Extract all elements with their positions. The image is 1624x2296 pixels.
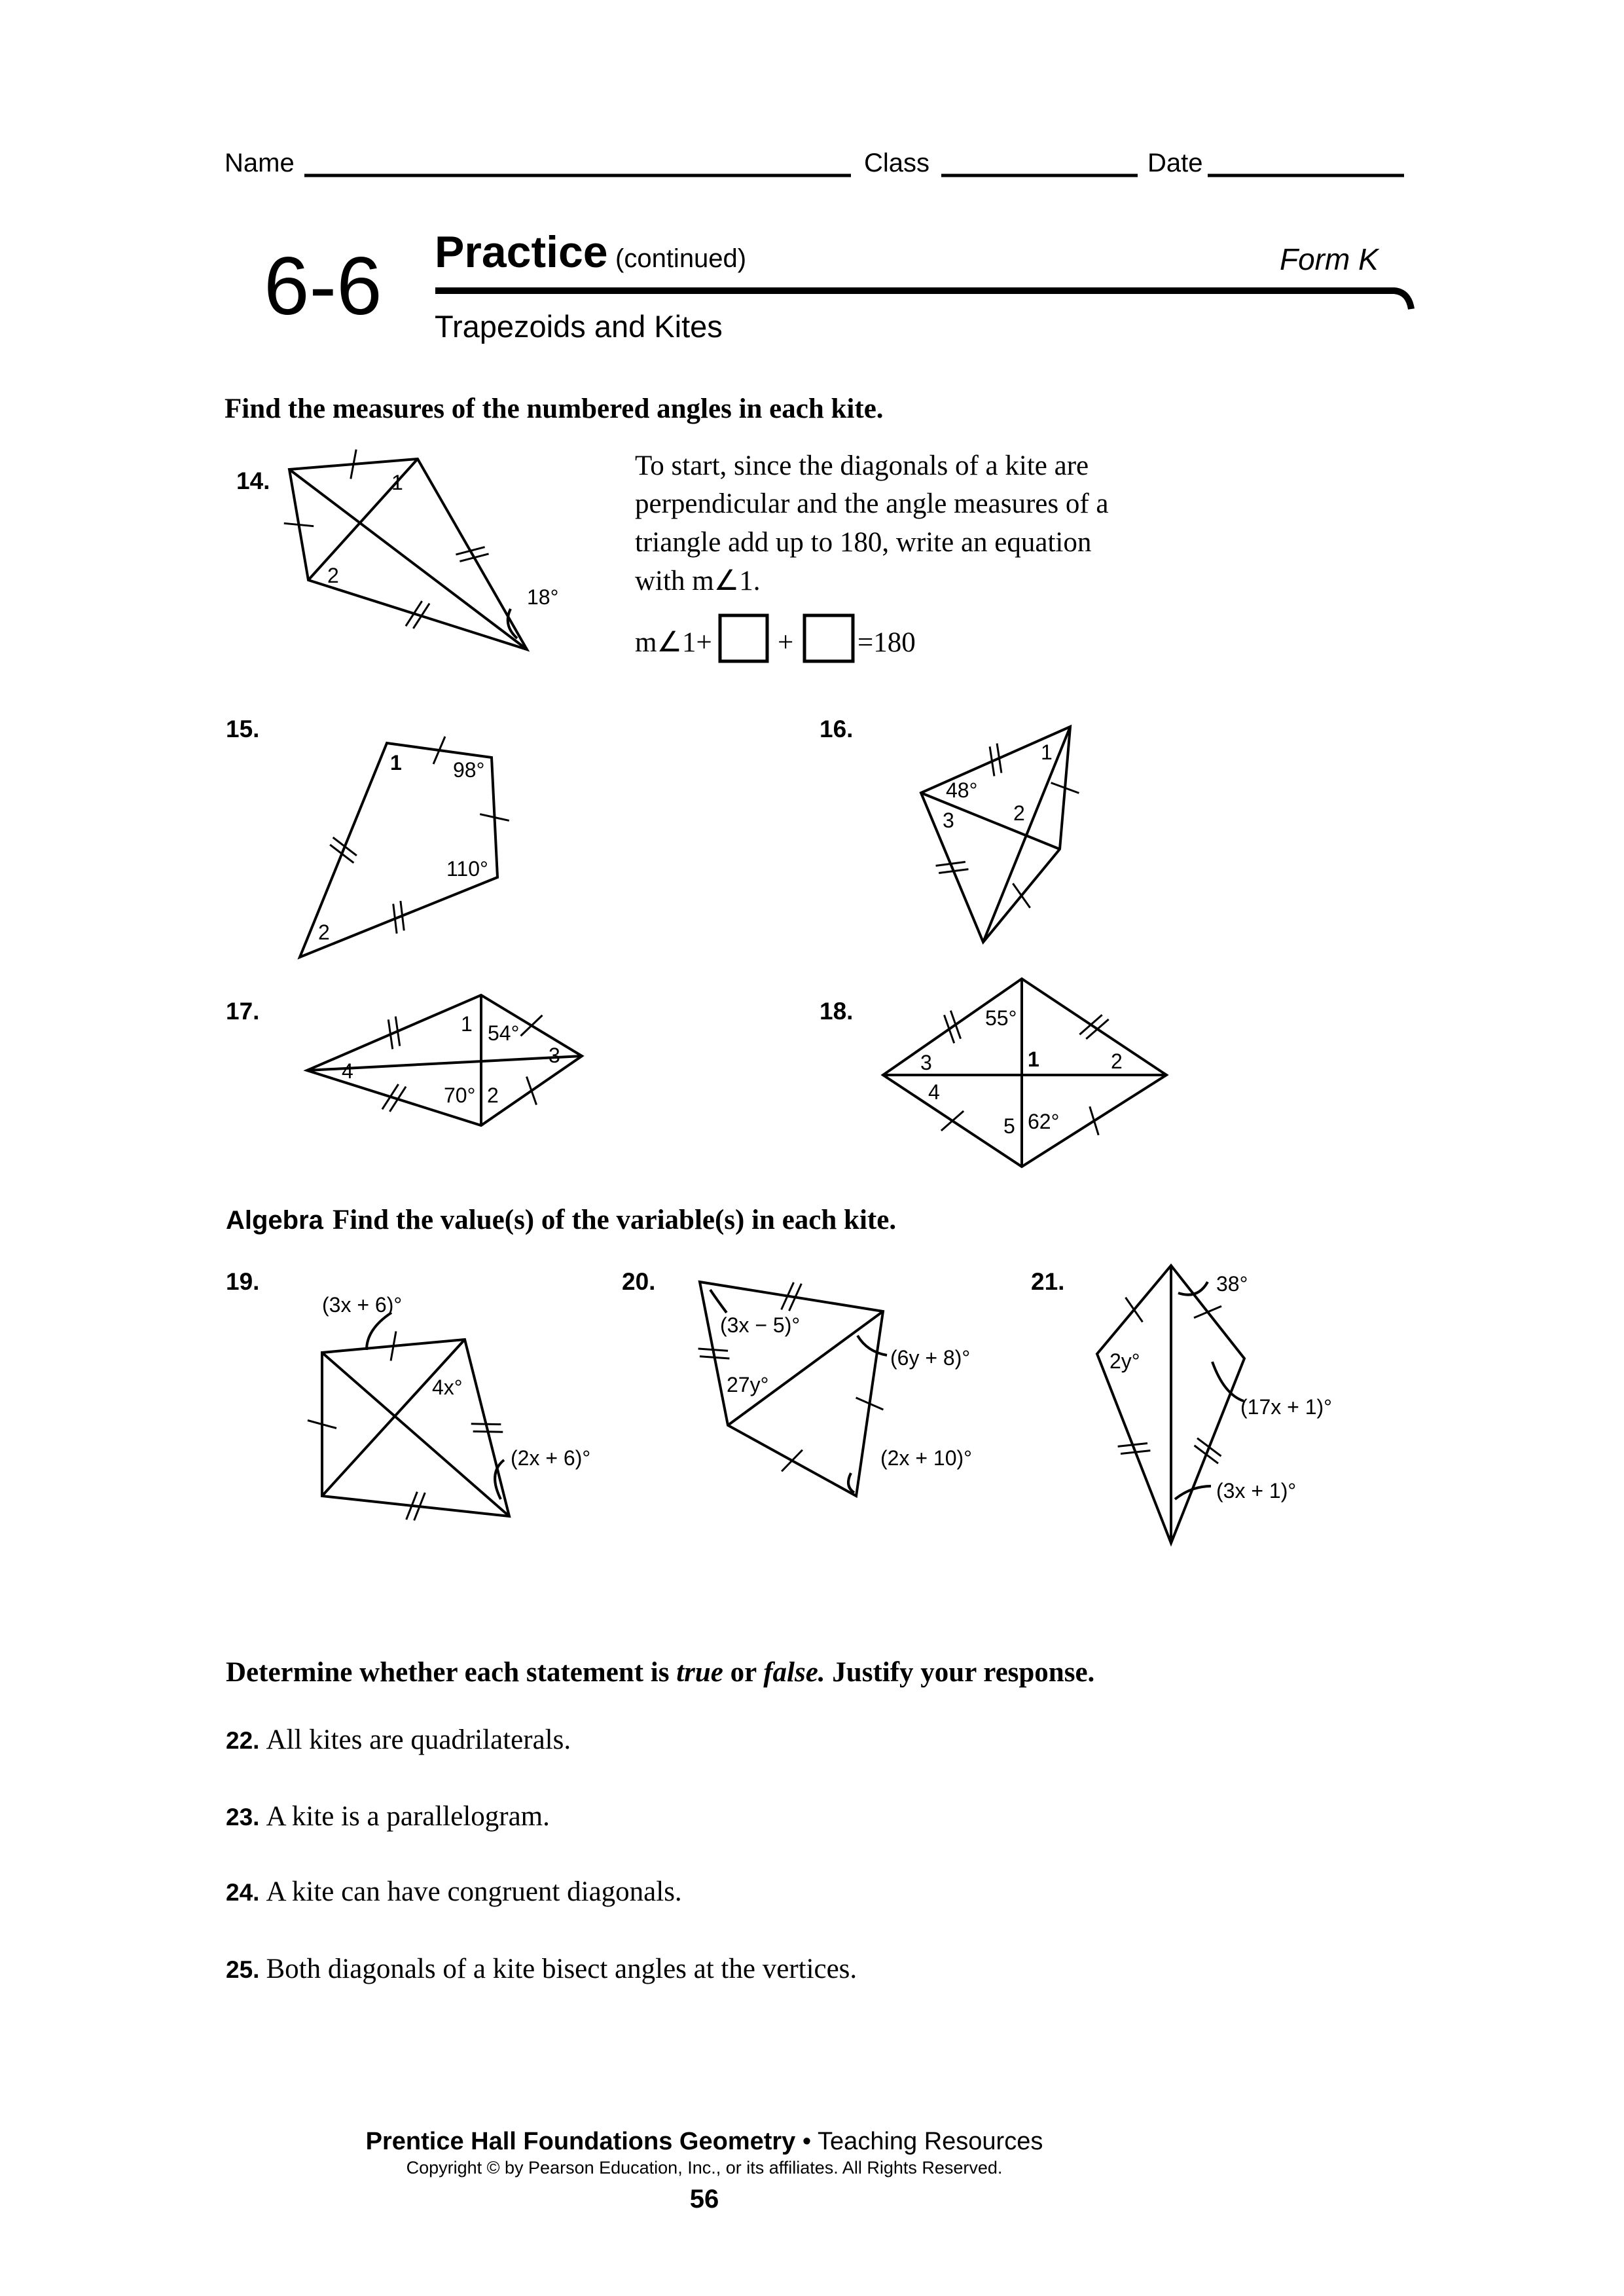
hint-line: perpendicular and the angle measures of a xyxy=(635,488,1109,519)
list-item xyxy=(226,1801,550,1832)
angle-label: 5 xyxy=(1003,1114,1015,1138)
algebra-label: Algebra xyxy=(226,1206,323,1235)
problem-number: 17. xyxy=(226,998,260,1025)
angle-label: 3 xyxy=(549,1044,560,1067)
list-item xyxy=(226,1724,571,1755)
instruction-false: false. xyxy=(763,1657,825,1688)
section1-instruction: Find the measures of the numbered angles in each kite. xyxy=(225,393,884,424)
problem-number: 14. xyxy=(236,467,270,494)
item-number: 24. xyxy=(226,1879,260,1906)
angle-label: 98° xyxy=(453,758,485,782)
hint-line: To start, since the diagonals of a kite are xyxy=(635,450,1089,481)
instruction-text: Determine whether each statement is xyxy=(226,1657,670,1688)
problem-number: 20. xyxy=(622,1268,656,1295)
angle-label: 110° xyxy=(446,857,488,881)
problem-number: 15. xyxy=(226,716,260,742)
book-title: Prentice Hall Foundations Geometry xyxy=(365,2128,796,2155)
footer-book xyxy=(366,2128,1043,2155)
angle-label: (3x + 1)° xyxy=(1216,1479,1297,1503)
list-item xyxy=(226,1954,857,1984)
page-subtitle: Trapezoids and Kites xyxy=(435,309,723,344)
angle-label: 1 xyxy=(390,751,402,774)
name-label: Name xyxy=(225,149,295,177)
item-text: All kites are quadrilaterals. xyxy=(266,1724,571,1755)
angle-label: 4x° xyxy=(432,1376,463,1399)
angle-label: 48° xyxy=(946,778,978,802)
angle-label: 2y° xyxy=(1110,1349,1140,1373)
section2-instruction-text: Find the value(s) of the variable(s) in each kite. xyxy=(332,1205,897,1235)
copyright: Copyright © by Pearson Education, Inc., or its affiliates. All Rights Reserved. xyxy=(406,2158,1003,2178)
angle-label: 2 xyxy=(1013,801,1025,825)
page-number: 56 xyxy=(689,2185,719,2214)
angle-label: 2 xyxy=(327,564,339,587)
tick-mark xyxy=(471,1424,501,1425)
problem-number: 18. xyxy=(820,998,854,1025)
item-number: 25. xyxy=(226,1956,260,1983)
answer-box-2[interactable] xyxy=(804,615,853,661)
angle-label: 1 xyxy=(391,471,403,494)
angle-label: 1 xyxy=(461,1012,473,1036)
angle-label: 4 xyxy=(342,1059,353,1083)
instruction-text: Justify your response. xyxy=(832,1657,1095,1688)
angle-label: 3 xyxy=(943,809,954,832)
angle-label: 18° xyxy=(527,585,559,609)
hint-line: with m∠1. xyxy=(635,566,761,596)
date-label: Date xyxy=(1147,149,1203,177)
angle-label: 2 xyxy=(487,1084,499,1107)
item-number: 23. xyxy=(226,1804,260,1831)
instruction-or: or xyxy=(730,1657,757,1688)
angle-label: (3x − 5)° xyxy=(720,1313,801,1337)
angle-label: 4 xyxy=(928,1080,940,1104)
angle-label: 1 xyxy=(1041,740,1053,764)
angle-label: (6y + 8)° xyxy=(890,1346,971,1370)
lesson-number: 6-6 xyxy=(264,241,382,332)
problem-number: 21. xyxy=(1031,1268,1065,1295)
angle-label: 38° xyxy=(1216,1272,1248,1296)
class-label: Class xyxy=(864,149,930,177)
angle-label: 55° xyxy=(985,1006,1017,1030)
title-note: (continued) xyxy=(615,244,747,273)
angle-label: (2x + 10)° xyxy=(880,1446,972,1470)
angle-label: 2 xyxy=(1111,1049,1123,1073)
angle-label: 70° xyxy=(444,1084,476,1107)
answer-box-1[interactable] xyxy=(720,615,767,661)
section3-instruction xyxy=(226,1657,1094,1688)
resource-name: Teaching Resources xyxy=(818,2128,1043,2155)
problem-number: 16. xyxy=(820,716,854,742)
bullet: • xyxy=(795,2128,818,2155)
equation-plus: + xyxy=(778,627,794,658)
angle-label: 27y° xyxy=(727,1373,769,1396)
form-label: Form K xyxy=(1280,242,1379,276)
item-text: A kite is a parallelogram. xyxy=(266,1801,550,1832)
angle-label: 1 xyxy=(1028,1048,1039,1071)
hint-line: triangle add up to 180, write an equation xyxy=(635,527,1092,558)
angle-label: (3x + 6)° xyxy=(322,1293,403,1317)
item-number: 22. xyxy=(226,1727,260,1754)
angle-label: (17x + 1)° xyxy=(1240,1395,1332,1419)
item-text: Both diagonals of a kite bisect angles at the vertices. xyxy=(266,1954,857,1984)
list-item xyxy=(226,1876,682,1907)
angle-label: (2x + 6)° xyxy=(511,1446,591,1470)
angle-label: 62° xyxy=(1028,1110,1060,1133)
angle-label: 54° xyxy=(488,1021,520,1045)
angle-label: 2 xyxy=(318,920,330,944)
tick-mark xyxy=(473,1431,503,1432)
equation-end: =180 xyxy=(857,627,916,658)
instruction-true: true xyxy=(676,1657,723,1688)
equation-start: m∠1+ xyxy=(635,627,712,658)
item-text: A kite can have congruent diagonals. xyxy=(266,1876,682,1907)
angle-label: 3 xyxy=(920,1051,932,1074)
page-title: Practice xyxy=(435,227,608,277)
problem-number: 19. xyxy=(226,1268,260,1295)
